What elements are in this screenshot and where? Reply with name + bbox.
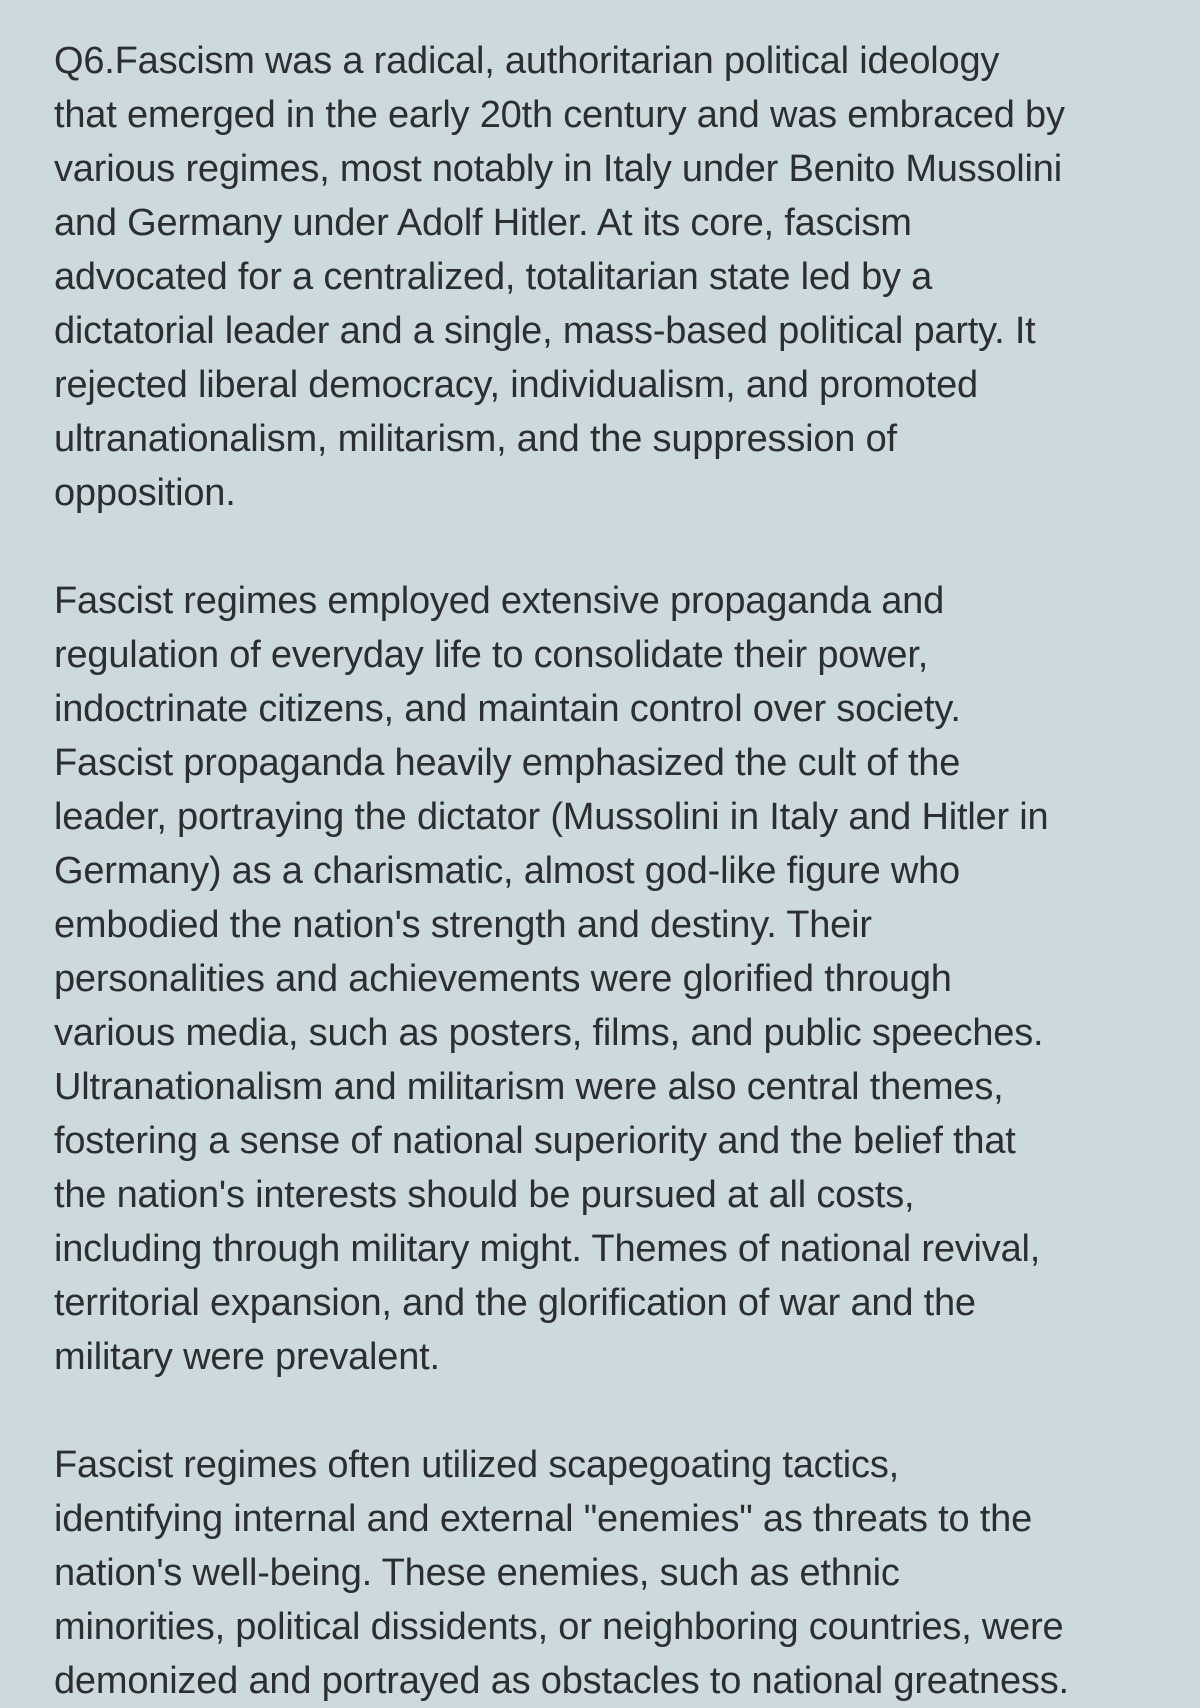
text-line: territorial expansion, and the glorification of war and the	[54, 1282, 976, 1324]
text-line: minorities, political dissidents, or neighboring countries, were	[54, 1606, 1064, 1648]
text-line: Fascist propaganda heavily emphasized the cult of the	[54, 742, 961, 784]
text-line: Fascist regimes often utilized scapegoating tactics,	[54, 1444, 900, 1486]
text-line: Q6.Fascism was a radical, authoritarian political ideology	[54, 40, 1000, 82]
text-line: rejected liberal democracy, individualism, and promoted	[54, 364, 978, 406]
text-line: regulation of everyday life to consolidate their power,	[54, 634, 929, 676]
text-line: Fascist regimes employed extensive propaganda and	[54, 580, 945, 622]
text-line: including through military might. Themes of national revival,	[54, 1228, 1041, 1270]
text-line: opposition.	[54, 472, 236, 514]
text-line: Ultranationalism and militarism were also central themes,	[54, 1066, 1004, 1108]
text-line: that emerged in the early 20th century and was embraced by	[54, 94, 1065, 136]
text-line: personalities and achievements were glorified through	[54, 958, 952, 1000]
text-line: embodied the nation's strength and destiny. Their	[54, 904, 872, 946]
text-line: fostering a sense of national superiority and the belief that	[54, 1120, 1016, 1162]
paragraph-3	[54, 1438, 1160, 1708]
text-line: identifying internal and external "enemies" as threats to the	[54, 1498, 1033, 1540]
text-line: demonized and portrayed as obstacles to national greatness.	[54, 1660, 1069, 1702]
text-line: ultranationalism, militarism, and the suppression of	[54, 418, 897, 460]
paragraph-1	[54, 34, 1160, 520]
text-line: dictatorial leader and a single, mass-based political party. It	[54, 310, 1036, 352]
text-line: nation's well-being. These enemies, such as ethnic	[54, 1552, 900, 1594]
text-line: indoctrinate citizens, and maintain control over society.	[54, 688, 961, 730]
text-line: military were prevalent.	[54, 1336, 440, 1378]
text-line: and Germany under Adolf Hitler. At its core, fascism	[54, 202, 912, 244]
text-line: various regimes, most notably in Italy under Benito Mussolini	[54, 148, 1062, 190]
text-line: Germany) as a charismatic, almost god-like figure who	[54, 850, 960, 892]
text-line: leader, portraying the dictator (Mussolini in Italy and Hitler in	[54, 796, 1049, 838]
text-line: the nation's interests should be pursued at all costs,	[54, 1174, 915, 1216]
text-line: advocated for a centralized, totalitarian state led by a	[54, 256, 933, 298]
text-line: various media, such as posters, films, and public speeches.	[54, 1012, 1044, 1054]
paragraph-2	[54, 574, 1160, 1384]
